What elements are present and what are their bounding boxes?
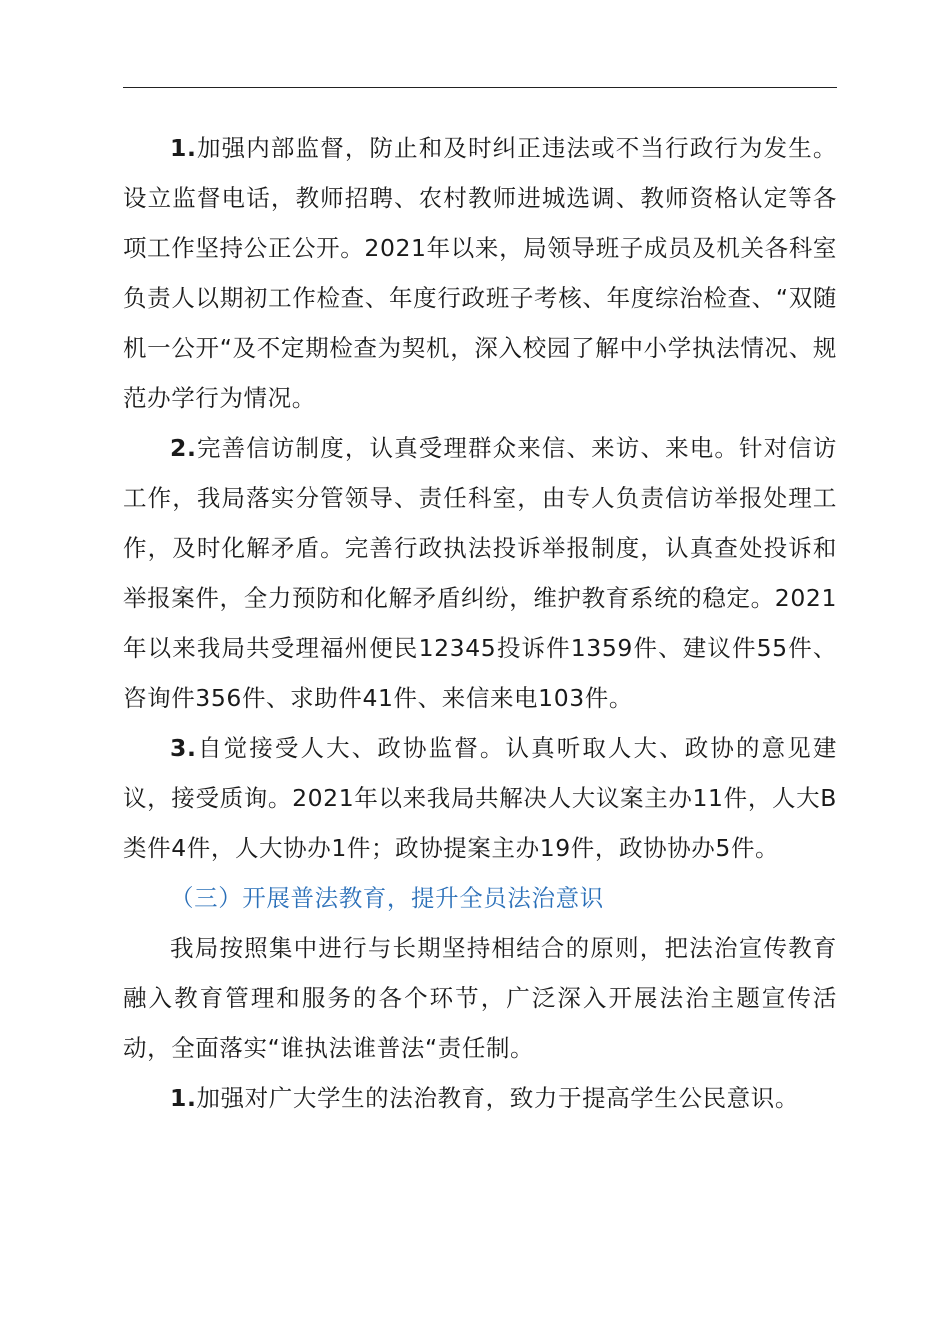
header-rule [123, 87, 837, 88]
paragraph-text: 自觉接受人大、政协监督。认真听取人大、政协的意见建议，接受质询。2021年以来我局共解决人大议案主办11件，人大B类件4件，人大协办1件；政协提案主办19件，政协协办5件。 [123, 734, 837, 862]
document-body [123, 123, 837, 1123]
item-number: 1. [170, 1084, 197, 1112]
section-heading: （三）开展普法教育，提升全员法治意识 [170, 884, 604, 912]
item-number: 2. [170, 434, 197, 462]
paragraph-text: 加强内部监督，防止和及时纠正违法或不当行政行为发生。设立监督电话，教师招聘、农村教师进城选调、教师资格认定等各项工作坚持公正公开。2021年以来，局领导班子成员及机关各科室负责人以期初工作检查、年度行政班子考核、年度综治检查、“双随机一公开“及不定期检查为契机，深入校园了解中小学执法情况、规范办学行为情况。 [123, 134, 837, 412]
item-number: 1. [170, 134, 197, 162]
paragraph-text: 完善信访制度，认真受理群众来信、来访、来电。针对信访工作，我局落实分管领导、责任科室，由专人负责信访举报处理工作，及时化解矛盾。完善行政执法投诉举报制度，认真查处投诉和举报案件，全力预防和化解矛盾纠纷，维护教育系统的稳定。2021年以来我局共受理福州便民12345投诉件1359件、建议件55件、咨询件356件、求助件41件、来信来电103件。 [123, 434, 837, 712]
paragraph-text: 加强对广大学生的法治教育，致力于提高学生公民意识。 [196, 1084, 799, 1112]
paragraph-student-legal-education [123, 1073, 837, 1123]
paragraph-intro: 我局按照集中进行与长期坚持相结合的原则，把法治宣传教育融入教育管理和服务的各个环节，广泛深入开展法治主题宣传活动，全面落实“谁执法谁普法“责任制。 [123, 934, 837, 1062]
paragraph-npc-cppcc-supervision [123, 723, 837, 873]
item-number: 3. [170, 734, 197, 762]
paragraph-petition-system [123, 423, 837, 723]
paragraph-internal-supervision [123, 123, 837, 423]
